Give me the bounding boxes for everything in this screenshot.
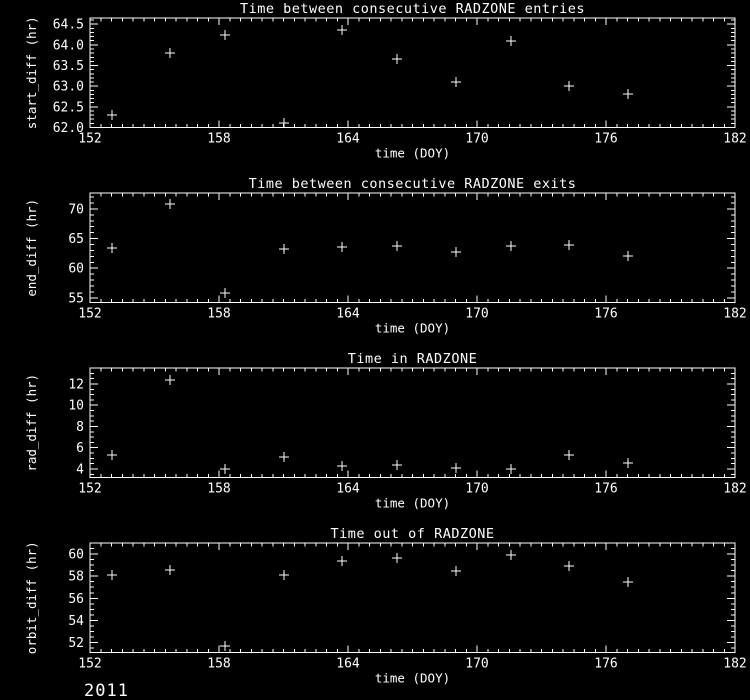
y-tick-label: 64.0 (52, 38, 84, 54)
plus-marker (392, 460, 402, 470)
x-tick-label: 176 (594, 656, 618, 672)
plot-orbit-diff (0, 525, 750, 700)
plot-title: Time out of RADZONE (330, 526, 495, 542)
plus-marker (506, 464, 516, 474)
y-tick-label: 54 (68, 613, 84, 629)
plus-marker (451, 566, 461, 576)
x-tick-label: 152 (78, 481, 102, 497)
y-tick-label: 10 (68, 398, 84, 414)
plus-marker (337, 461, 347, 471)
x-tick-label: 164 (336, 131, 360, 147)
x-axis-label: time (DOY) (374, 495, 451, 511)
plus-marker (337, 25, 347, 35)
plus-marker (392, 553, 402, 563)
y-tick-label: 8 (76, 419, 84, 435)
y-tick-label: 4 (76, 462, 84, 478)
plot-rad-diff-svg (0, 350, 750, 525)
plus-marker (107, 110, 117, 120)
x-tick-label: 182 (723, 656, 747, 672)
y-tick-label: 70 (68, 202, 84, 218)
x-axis-label: time (DOY) (374, 670, 451, 686)
plus-marker (279, 570, 289, 580)
y-axis-label: orbit_diff (hr) (24, 541, 39, 655)
x-tick-label: 170 (465, 131, 489, 147)
x-axis-label: time (DOY) (374, 320, 451, 336)
plus-marker (220, 288, 230, 298)
plus-marker (506, 550, 516, 560)
axes-frame (90, 368, 735, 478)
x-tick-label: 152 (78, 131, 102, 147)
x-axis-label: time (DOY) (374, 145, 451, 161)
x-tick-label: 176 (594, 306, 618, 322)
plus-marker (220, 30, 230, 40)
plus-marker (623, 89, 633, 99)
x-tick-label: 176 (594, 131, 618, 147)
plus-marker (279, 452, 289, 462)
y-tick-label: 65 (68, 232, 84, 248)
x-tick-label: 164 (336, 306, 360, 322)
x-tick-label: 164 (336, 481, 360, 497)
axes-frame (90, 543, 735, 653)
plus-marker (564, 240, 574, 250)
x-tick-label: 182 (723, 306, 747, 322)
plot-orbit-diff-svg (0, 525, 750, 700)
plus-marker (107, 243, 117, 253)
plus-marker (564, 81, 574, 91)
data-point-markers (107, 550, 633, 651)
y-tick-label: 12 (68, 377, 84, 393)
plus-marker (165, 199, 175, 209)
plus-marker (451, 463, 461, 473)
plus-marker (564, 450, 574, 460)
x-tick-label: 158 (207, 131, 231, 147)
axes-frame (90, 193, 735, 303)
y-tick-label: 58 (68, 569, 84, 585)
plus-marker (220, 641, 230, 651)
x-tick-label: 158 (207, 656, 231, 672)
y-axis-label: start_diff (hr) (24, 16, 39, 130)
x-tick-label: 152 (78, 656, 102, 672)
plus-marker (165, 48, 175, 58)
y-tick-label: 60 (68, 547, 84, 563)
y-axis-label: end_diff (hr) (24, 198, 39, 297)
x-tick-label: 170 (465, 656, 489, 672)
plot-end-diff (0, 175, 750, 350)
y-tick-label: 6 (76, 441, 84, 457)
plus-marker (451, 247, 461, 257)
plus-marker (623, 577, 633, 587)
x-tick-label: 176 (594, 481, 618, 497)
data-point-markers (107, 375, 633, 474)
data-point-markers (107, 199, 633, 298)
x-tick-label: 182 (723, 481, 747, 497)
x-tick-label: 170 (465, 306, 489, 322)
plus-marker (506, 241, 516, 251)
x-tick-label: 164 (336, 656, 360, 672)
plus-marker (506, 36, 516, 46)
y-tick-label: 52 (68, 636, 84, 652)
plus-marker (165, 375, 175, 385)
plus-marker (165, 565, 175, 575)
axes-frame (90, 18, 735, 128)
x-tick-label: 152 (78, 306, 102, 322)
data-point-markers (107, 25, 633, 128)
plus-marker (337, 242, 347, 252)
plus-marker (564, 561, 574, 571)
plot-rad-diff (0, 350, 750, 525)
y-tick-label: 63.5 (52, 59, 84, 75)
plus-marker (392, 54, 402, 64)
plus-marker (623, 251, 633, 261)
plus-marker (392, 241, 402, 251)
x-tick-label: 182 (723, 131, 747, 147)
y-tick-label: 60 (68, 261, 84, 277)
plot-title: Time between consecutive RADZONE entries (239, 1, 586, 17)
y-tick-label: 62.0 (52, 121, 84, 136)
plus-marker (107, 450, 117, 460)
plot-title: Time in RADZONE (347, 351, 478, 367)
plus-marker (279, 244, 289, 254)
plus-marker (107, 570, 117, 580)
plus-marker (279, 118, 289, 128)
plot-start-diff-svg (0, 0, 750, 175)
plus-marker (451, 77, 461, 87)
y-axis-label: rad_diff (hr) (24, 373, 39, 472)
plus-marker (337, 556, 347, 566)
footer-year-label: 2011 (84, 681, 129, 700)
plus-marker (623, 458, 633, 468)
plot-start-diff (0, 0, 750, 175)
y-tick-label: 55 (68, 291, 84, 307)
plot-title: Time between consecutive RADZONE exits (248, 176, 577, 192)
x-tick-label: 170 (465, 481, 489, 497)
y-tick-label: 56 (68, 591, 84, 607)
y-tick-label: 62.5 (52, 100, 84, 116)
plus-marker (220, 464, 230, 474)
y-tick-label: 64.5 (52, 17, 84, 33)
x-tick-label: 158 (207, 481, 231, 497)
x-tick-label: 158 (207, 306, 231, 322)
plot-end-diff-svg (0, 175, 750, 350)
y-tick-label: 63.0 (52, 79, 84, 95)
